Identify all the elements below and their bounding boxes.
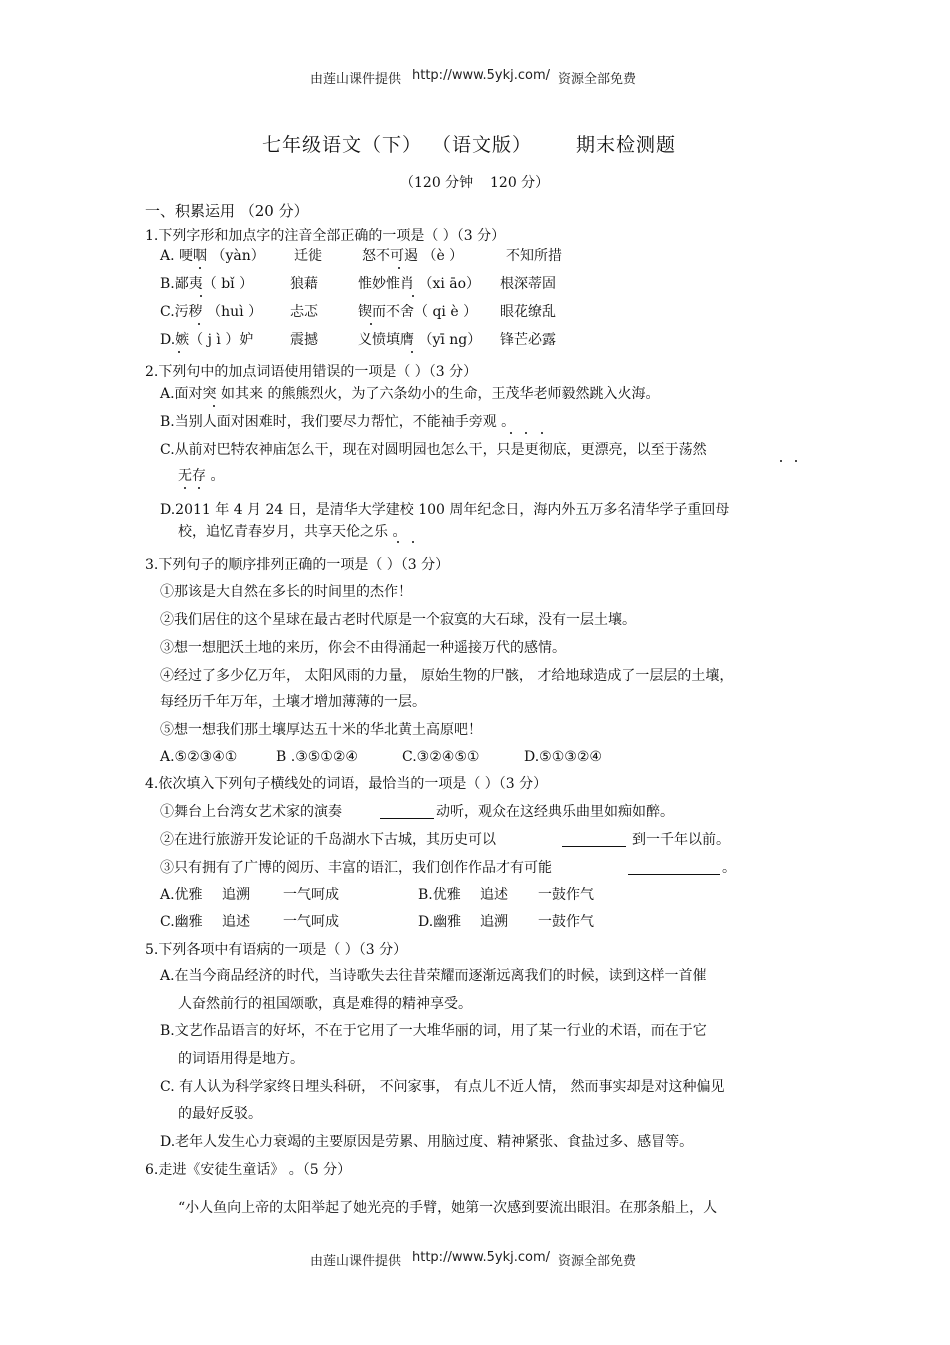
q1-b-2: 狼藉 xyxy=(290,276,318,292)
q4-sentence-1a: ①舞台上台湾女艺术家的演奏 xyxy=(160,804,342,820)
q4-d-3: 一鼓作气 xyxy=(538,914,594,930)
q2-d-line1: D.2011 年 4 月 24 日，是清华大学建校 100 周年纪念日，海内外五万多名清华学子重回母 xyxy=(160,502,730,518)
title-part2: （语文版） xyxy=(432,134,533,156)
q1-c-1: C.污秽 （huì ） xyxy=(160,304,263,320)
q5-a-line2: 人奋然前行的祖国颂歌，真是难得的精神享受。 xyxy=(178,996,472,1012)
q3-sentence-5: ⑤想一想我们那土壤厚达五十米的华北黄土高原吧！ xyxy=(160,722,482,738)
footer-free-note: 资源全部免费 xyxy=(558,1254,637,1269)
emphasis-dot xyxy=(397,541,399,543)
emphasis-dot xyxy=(795,460,797,462)
q1-d-2: 震撼 xyxy=(290,332,318,348)
q5-c-line1: C. 有人认为科学家终日埋头科研， 不问家事， 有点儿不近人情， 然而事实却是对这种偏见 xyxy=(160,1079,725,1095)
emphasis-dot xyxy=(525,432,527,434)
q4-c-2: 追述 xyxy=(222,914,250,930)
q3-sentence-4a: ④经过了多少亿万年， 太阳风雨的力量， 原始生物的尸骸， 才给地球造成了一层层的土壤， xyxy=(160,668,734,684)
emphasis-dot xyxy=(412,541,414,543)
emphasis-dot xyxy=(510,432,512,434)
fill-blank[interactable] xyxy=(380,804,434,819)
q4-sentence-3b: 。 xyxy=(722,860,736,876)
q4-b-3: 一鼓作气 xyxy=(538,887,594,903)
q5-stem: 5.下列各项中有语病的一项是（ ）（3 分） xyxy=(145,942,408,958)
q4-sentence-2a: ②在进行旅游开发论证的千岛湖水下古城，其历史可以 xyxy=(160,832,496,848)
subtitle-score: 120 分） xyxy=(490,175,550,191)
q4-sentence-3a: ③只有拥有了广博的阅历、丰富的语汇，我们创作作品才有可能 xyxy=(160,860,552,876)
q1-a-2: 迁徙 xyxy=(294,248,322,264)
q3-option-b: B .③⑤①②④ xyxy=(276,749,358,765)
q1-a-1: A. 哽咽 （yàn） xyxy=(160,248,265,264)
emphasis-dot xyxy=(412,295,414,297)
fill-blank[interactable] xyxy=(562,832,626,847)
emphasis-dot xyxy=(398,267,400,269)
q3-sentence-4b: 每经历千年万年，土壤才增加薄薄的一层。 xyxy=(160,694,426,710)
q4-c-1: C.幽雅 xyxy=(160,914,203,930)
q5-d: D.老年人发生心力衰竭的主要原因是劳累、用脑过度、精神紧张、食盐过多、感冒等。 xyxy=(160,1134,694,1150)
q6-stem: 6.走进《安徒生童话》 。（5 分） xyxy=(145,1162,352,1178)
q4-d-1: D.幽雅 xyxy=(418,914,462,930)
header-free-note: 资源全部免费 xyxy=(558,72,637,87)
q1-c-4: 眼花缭乱 xyxy=(500,304,556,320)
q5-c-line2: 的最好反驳。 xyxy=(178,1106,262,1122)
q6-passage-line1: “小人鱼向上帝的太阳举起了她光亮的手臂，她第一次感到要流出眼泪。在那条船上，人 xyxy=(178,1200,718,1216)
title-part1: 七年级语文（下） xyxy=(262,134,423,156)
emphasis-dot xyxy=(780,460,782,462)
footer-source: 由莲山课件提供 xyxy=(310,1254,402,1269)
q4-a-3: 一气呵成 xyxy=(283,887,339,903)
q1-stem: 1.下列字形和加点字的注音全部正确的一项是（ ）（3 分） xyxy=(145,228,506,244)
q4-b-2: 追述 xyxy=(480,887,508,903)
q1-c-2: 忐忑 xyxy=(290,304,318,320)
emphasis-dot xyxy=(200,295,202,297)
q3-sentence-1: ①那该是大自然在多长的时间里的杰作！ xyxy=(160,584,412,600)
q1-a-3: 怒不可遏 （è ） xyxy=(362,248,464,264)
q4-b-1: B.优雅 xyxy=(418,887,461,903)
emphasis-dot xyxy=(541,432,543,434)
header-url[interactable]: http://www.5ykj.com/ xyxy=(412,68,551,83)
subtitle-time: （120 分钟 xyxy=(400,175,474,191)
emphasis-dot xyxy=(198,487,200,489)
q2-c-line1: C.从前对巴特农神庙怎么干，现在对圆明园也怎么干，只是更彻底，更漂亮，以至于荡然 xyxy=(160,442,707,458)
q1-d-3: 义愤填膺 （yī ng） xyxy=(358,332,482,348)
footer-url[interactable]: http://www.5ykj.com/ xyxy=(412,1250,551,1265)
q4-sentence-2b: 到一千年以前。 xyxy=(632,832,730,848)
emphasis-dot xyxy=(411,351,413,353)
q4-d-2: 追溯 xyxy=(480,914,508,930)
q1-d-4: 锋芒必露 xyxy=(500,332,556,348)
section-heading: 一、积累运用 （20 分） xyxy=(145,202,309,220)
q2-a: A.面对突 如其来 的熊熊烈火，为了六条幼小的生命，王茂华老师毅然跳入火海。 xyxy=(160,386,660,402)
q1-b-1: B.鄙夷（ bǐ ） xyxy=(160,276,254,292)
q1-b-4: 根深蒂固 xyxy=(500,276,556,292)
q3-stem: 3.下列句子的顺序排列正确的一项是（ ）（3 分） xyxy=(145,557,450,573)
q2-b: B.当别人面对困难时，我们要尽力帮忙，不能袖手旁观 。 xyxy=(160,414,516,430)
q1-b-3: 惟妙惟肖 （xi āo） xyxy=(358,276,481,292)
q2-stem: 2.下列句中的加点词语使用错误的一项是（ ）（3 分） xyxy=(145,364,478,380)
q1-a-4: 不知所措 xyxy=(506,248,562,264)
q4-a-1: A.优雅 xyxy=(160,887,203,903)
emphasis-dot xyxy=(178,351,180,353)
emphasis-dot xyxy=(199,267,201,269)
q1-c-3: 锲而不舍（ qi è ） xyxy=(358,304,478,320)
q4-c-3: 一气呵成 xyxy=(283,914,339,930)
q5-b-line1: B.文艺作品语言的好坏，不在于它用了一大堆华丽的词，用了某一行业的术语，而在于它 xyxy=(160,1023,707,1039)
q2-c-line2: 无存 。 xyxy=(178,468,225,484)
q4-a-2: 追溯 xyxy=(222,887,250,903)
q4-sentence-1b: 动听，观众在这经典乐曲里如痴如醉。 xyxy=(436,804,674,820)
title-part3: 期末检测题 xyxy=(576,134,677,156)
q4-stem: 4.依次填入下列句子横线处的词语，最恰当的一项是（ ）（3 分） xyxy=(145,776,548,792)
q1-d-1: D.嫉（ j ì ）妒 xyxy=(160,332,254,348)
q3-option-a: A.⑤②③④① xyxy=(160,749,238,765)
emphasis-dot xyxy=(370,323,372,325)
fill-blank[interactable] xyxy=(628,860,720,875)
q3-option-d: D.⑤①③②④ xyxy=(524,749,602,765)
q5-b-line2: 的词语用得是地方。 xyxy=(178,1051,304,1067)
emphasis-dot xyxy=(184,487,186,489)
q2-d-line2: 校，追忆青春岁月，共享天伦之乐 。 xyxy=(178,524,407,540)
header-source: 由莲山课件提供 xyxy=(310,72,402,87)
emphasis-dot xyxy=(198,323,200,325)
q3-sentence-3: ③想一想肥沃土地的来历，你会不由得涌起一种遥接万代的感情。 xyxy=(160,640,566,656)
q3-sentence-2: ②我们居住的这个星球在最古老时代原是一个寂寞的大石球，没有一层土壤。 xyxy=(160,612,636,628)
q5-a-line1: A.在当今商品经济的时代，当诗歌失去往昔荣耀而逐渐远离我们的时候，读到这样一首催 xyxy=(160,968,707,984)
emphasis-dot xyxy=(213,405,215,407)
q3-option-c: C.③②④⑤① xyxy=(402,749,480,765)
